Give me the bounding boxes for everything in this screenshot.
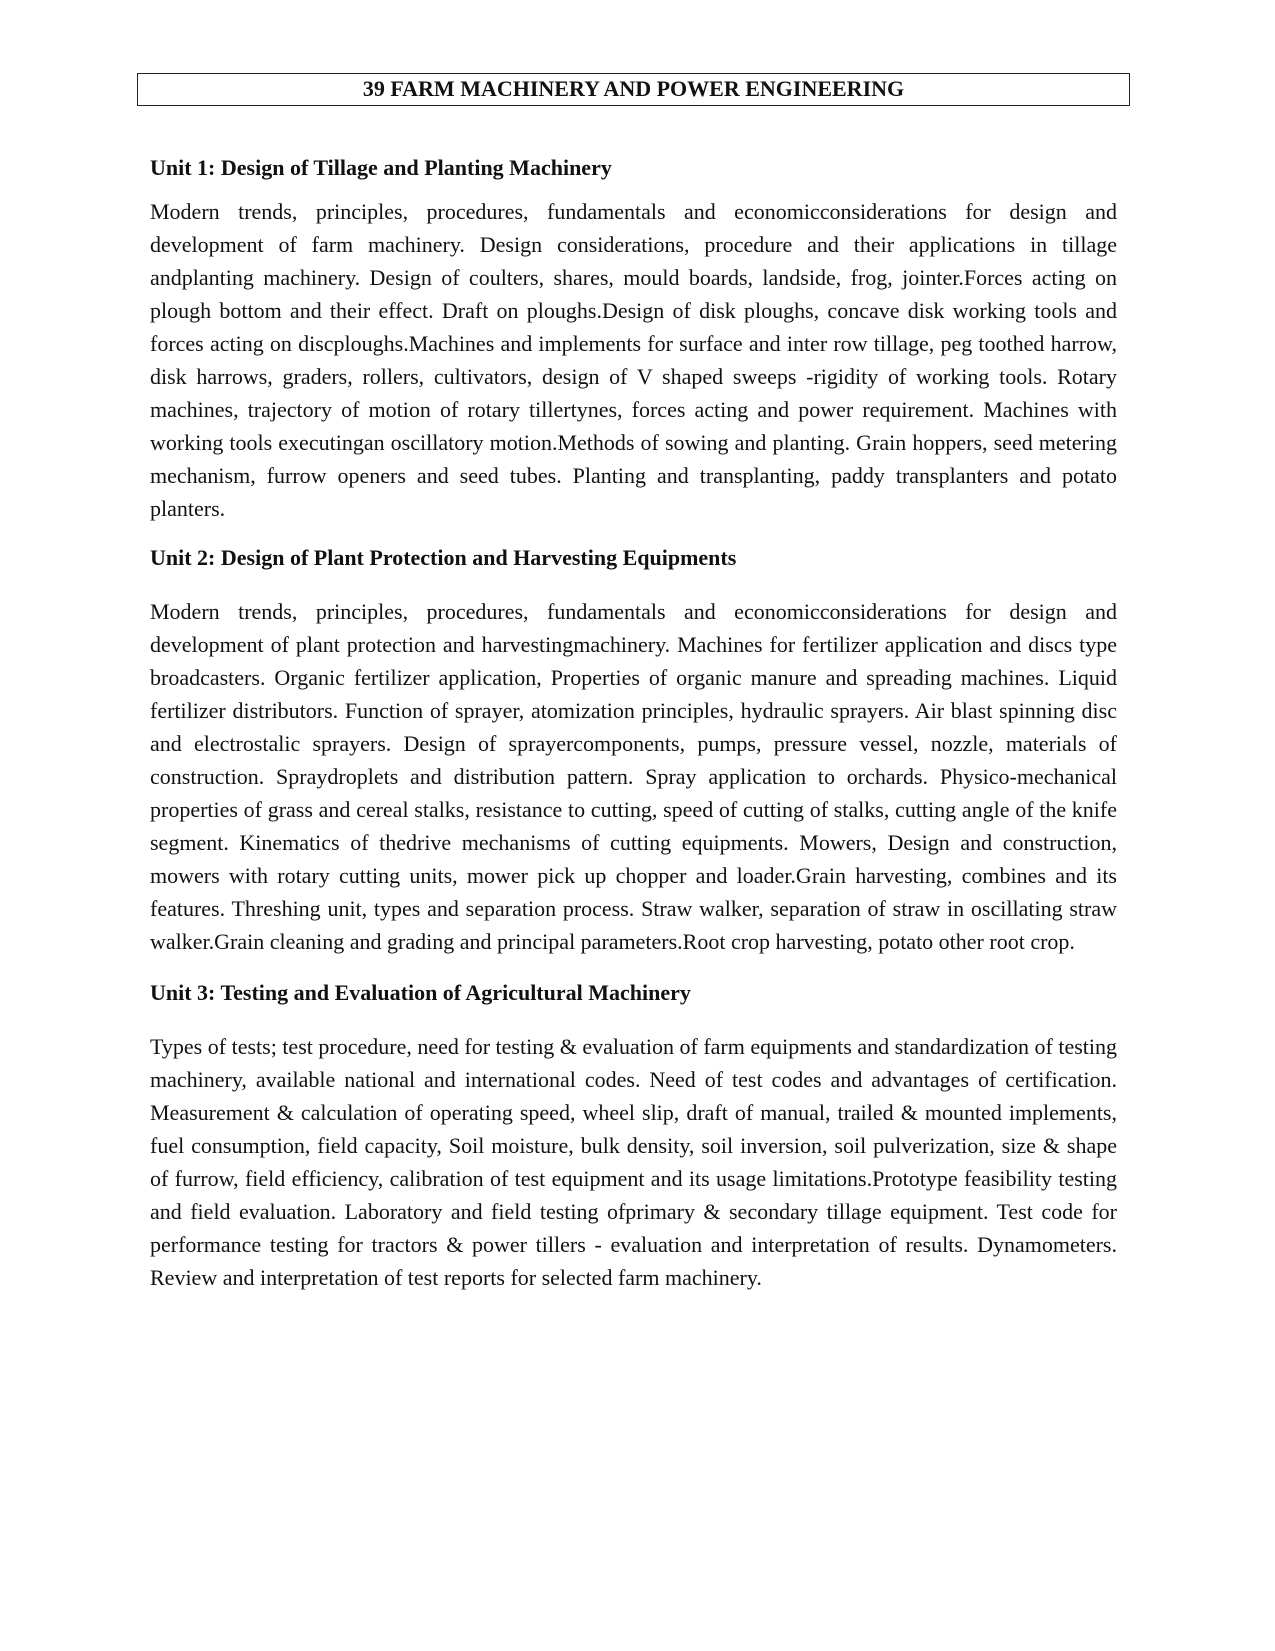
unit-3-heading: Unit 3: Testing and Evaluation of Agricultural Machinery [150, 980, 691, 1005]
unit-2-body: Modern trends, principles, procedures, fundamentals and economicconsiderations for design and development of plant protection and harvestingmachinery. Machines for fertilizer application and discs type broadcasters. Organic fertilizer application, Properties of organic manure and spreading machines. Liquid fertilizer distributors. Function of sprayer, atomization principles, hydraulic sprayers. Air blast spinning disc and electrostalic sprayers. Design of sprayercomponents, pumps, pressure vessel, nozzle, materials of construction. Spraydroplets and distribution pattern. Spray application to orchards. Physico-mechanical properties of grass and cereal stalks, resistance to cutting, speed of cutting of stalks, cutting angle of the knife segment. Kinematics of thedrive mechanisms of cutting equipments. Mowers, Design and construction, mowers with rotary cutting units, mower pick up chopper and loader.Grain harvesting, combines and its features. Threshing unit, types and separation process. Straw walker, separation of straw in oscillating straw walker.Grain cleaning and grading and principal parameters.Root crop harvesting, potato other root crop. [150, 599, 1117, 954]
unit-2-heading: Unit 2: Design of Plant Protection and Harvesting Equipments [150, 545, 737, 570]
document-title: 39 FARM MACHINERY AND POWER ENGINEERING [137, 73, 1130, 106]
unit-3-body: Types of tests; test procedure, need for testing & evaluation of farm equipments and standardization of testing machinery, available national and international codes. Need of test codes and advantages of certification. Measurement & calculation of operating speed, wheel slip, draft of manual, trailed & mounted implements, fuel consumption, field capacity, Soil moisture, bulk density, soil inversion, soil pulverization, size & shape of furrow, field efficiency, calibration of test equipment and its usage limitations.Prototype feasibility testing and field evaluation. Laboratory and field testing ofprimary & secondary tillage equipment. Test code for performance testing for tractors & power tillers - evaluation and interpretation of results. Dynamometers. Review and interpretation of test reports for selected farm machinery. [150, 1034, 1117, 1290]
unit-1-body: Modern trends, principles, procedures, fundamentals and economicconsiderations for design and development of farm machinery. Design considerations, procedure and their applications in tillage andplanting machinery. Design of coulters, shares, mould boards, landside, frog, jointer.Forces acting on plough bottom and their effect. Draft on ploughs.Design of disk ploughs, concave disk working tools and forces acting on discploughs.Machines and implements for surface and inter row tillage, peg toothed harrow, disk harrows, graders, rollers, cultivators, design of V shaped sweeps -rigidity of working tools. Rotary machines, trajectory of motion of rotary tillertynes, forces acting and power requirement. Machines with working tools executingan oscillatory motion.Methods of sowing and planting. Grain hoppers, seed metering mechanism, furrow openers and seed tubes. Planting and transplanting, paddy transplanters and potato planters. [150, 199, 1117, 521]
document-content [150, 150, 1117, 1294]
unit-1-heading: Unit 1: Design of Tillage and Planting Machinery [150, 155, 612, 180]
